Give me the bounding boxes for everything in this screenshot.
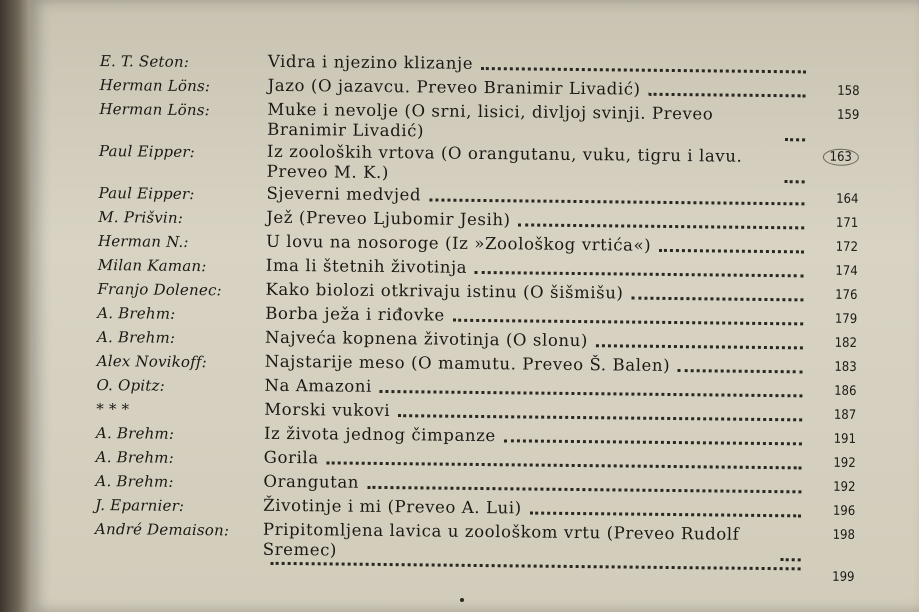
toc-entry-author: A. Brehm: (95, 447, 175, 467)
toc-entry-title-line (265, 352, 811, 378)
page-number-text: 176 (835, 287, 858, 303)
toc-entry-page-number (813, 147, 859, 167)
page-number-text: 196 (832, 503, 856, 519)
dot-leader (398, 414, 802, 421)
dot-leader (429, 198, 804, 205)
dot-leader (596, 344, 803, 349)
toc-entry-author: André Demaison: (94, 519, 230, 540)
toc-entry-title-line (266, 208, 812, 234)
toc-entry-page-number (809, 477, 855, 497)
dot-leader (785, 138, 805, 141)
toc-entry-page-number (811, 333, 857, 353)
toc-entry-author: Paul Eipper: (98, 141, 196, 161)
toc-entry-page-number (811, 285, 857, 305)
page-number-text: 163 (823, 149, 860, 166)
page-number-text: 171 (835, 215, 859, 231)
toc-entry (95, 518, 855, 566)
toc-entry-author: Paul Eipper: (98, 183, 195, 203)
toc-entry-title: Životinje i mi (Preveo A. Lui) (263, 495, 522, 518)
toc-entry-title: Vidra i njezino klizanje (267, 51, 474, 73)
page-number-text: 191 (833, 431, 857, 447)
page-number-text: 199 (832, 569, 855, 585)
toc-entry-title-line (264, 424, 810, 450)
toc-entry-author: M. Prišvin: (98, 207, 184, 227)
toc-entry-title-line (264, 400, 810, 426)
toc-entry-title-line (264, 376, 810, 402)
dot-leader (380, 390, 803, 397)
toc-entry-title-line (268, 76, 814, 102)
toc-entry-title: Morski vukovi (264, 399, 391, 421)
toc-entry-title-line (263, 496, 809, 522)
toc-entry-page-number (811, 309, 857, 329)
toc-entry-page-number (812, 261, 858, 281)
toc-entry-page-number (809, 501, 855, 521)
toc-entry-author: Herman N.: (97, 231, 189, 251)
toc-entry (99, 140, 859, 188)
toc-entry-author: Alex Novikoff: (96, 351, 208, 372)
page-number-text: 186 (834, 383, 857, 399)
dot-leader (367, 486, 801, 494)
dot-leader (530, 512, 802, 518)
toc-entry-page-number (810, 429, 856, 449)
toc-entry-title: Jež (Preveo Ljubomir Jesih) (266, 207, 511, 230)
dot-leader (678, 369, 803, 373)
dot-leader (649, 93, 806, 98)
toc-entry-author: A. Brehm: (96, 327, 176, 347)
toc-entry-title-line (266, 184, 812, 210)
toc-entry-title-line (264, 448, 810, 474)
toc-entry-page-number (812, 189, 858, 209)
page-number-text: 192 (833, 455, 856, 471)
toc-entry-title: Muke i nevolje (O srni, lisici, divljoj svinji. Preveo Branimir Livadić) (267, 99, 714, 141)
toc-entry-page-number (813, 105, 859, 125)
page-number-text: 192 (833, 479, 856, 495)
toc-entry-title-line (267, 100, 813, 146)
toc-entry-title-line (266, 232, 812, 258)
toc-entry-title: Pripitomljena lavica u zoološkom vrtu (Preveo Rudolf Sremec) (262, 519, 740, 560)
toc-entry-page-number (808, 567, 854, 587)
toc-entry-author: A. Brehm: (95, 423, 175, 443)
toc-entry-page-number (810, 381, 856, 401)
toc-entry-author: Milan Kaman: (97, 255, 207, 276)
book-spine-shadow (0, 0, 30, 612)
toc-entry-page-number (810, 453, 856, 473)
page-number-text: 198 (832, 527, 856, 543)
toc-entry (99, 98, 859, 146)
paper-speck (460, 598, 464, 602)
toc-entry-title: Iz zooloških vrtova (O orangutanu, vuku, tigru i lavu. Preveo M. K.) (266, 141, 743, 183)
dot-leader (475, 271, 804, 277)
toc-entry-author: Franjo Dolenec: (97, 279, 222, 300)
toc-entry-author: A. Brehm: (97, 303, 176, 323)
toc-entry-page-number (814, 81, 860, 101)
page-number-text: 183 (834, 359, 857, 375)
page-number-text: 187 (833, 407, 857, 423)
toc-entry-title-line (266, 256, 812, 282)
toc-entry-author: * * * (96, 399, 130, 419)
toc-entry-title: Kako biolozi otkrivaju istinu (O šišmišu) (265, 279, 624, 303)
page-number-text: 158 (837, 83, 860, 99)
toc-entry-page-number (812, 237, 858, 257)
toc-entry-page-number (812, 213, 858, 233)
toc-entry-page-number (809, 525, 855, 545)
page-number-text: 174 (835, 263, 858, 279)
toc-entry-title-line (265, 328, 811, 354)
toc-entry-title: Ima li štetnih životinja (265, 255, 468, 277)
dot-leader (785, 180, 805, 183)
toc-entry-title: Orangutan (263, 471, 360, 492)
dot-leader (481, 67, 806, 73)
table-of-contents (94, 50, 860, 590)
toc-entry-page-number (811, 357, 857, 377)
toc-entry-author: Herman Löns: (99, 99, 211, 120)
dot-leader (519, 223, 805, 229)
toc-entry-page-number (810, 405, 856, 425)
toc-entry-title-line (267, 142, 813, 188)
toc-entry-title: U lovu na nosoroge (Iz »Zoološkog vrtića«) (265, 231, 652, 255)
page-number-text: 164 (836, 191, 859, 207)
toc-entry-author: O. Opitz: (96, 375, 166, 395)
toc-entry-title: Jazo (O jazavcu. Preveo Branimir Livadić) (267, 75, 641, 99)
toc-entry-title: Najveća kopnena životinja (O slonu) (264, 327, 589, 351)
dot-leader (631, 297, 803, 302)
toc-entry-author: E. T. Seton: (99, 51, 190, 71)
toc-entry-title-line (265, 280, 811, 306)
toc-entry-title: Najstarije meso (O mamutu. Preveo Š. Balen) (264, 351, 671, 375)
dot-leader (659, 249, 804, 254)
dot-leader (504, 439, 802, 445)
dot-leader (453, 319, 803, 326)
dot-leader (327, 461, 802, 469)
toc-entry-author: A. Brehm: (95, 471, 174, 491)
toc-entry-author: J. Eparnier: (95, 495, 185, 515)
toc-entry-title-line (263, 472, 809, 498)
page-number-text: 159 (836, 107, 860, 123)
toc-entry-title: Borba ježa i riđovke (265, 303, 445, 325)
toc-entry-title: Na Amazoni (264, 375, 373, 396)
toc-entry-author: Herman Löns: (99, 75, 211, 96)
page-number-text: 182 (834, 335, 858, 351)
dot-leader (781, 558, 801, 561)
page-number-text: 179 (834, 311, 858, 327)
toc-entry-title: Gorila (263, 447, 319, 468)
toc-entry-title: Sjeverni medvjed (266, 183, 422, 205)
toc-entry-author (95, 560, 263, 562)
toc-entry-title-line (265, 304, 811, 330)
toc-entry-title: Iz života jednog čimpanze (263, 423, 496, 446)
toc-entry-title-line (263, 520, 809, 566)
page-number-text: 172 (835, 239, 859, 255)
